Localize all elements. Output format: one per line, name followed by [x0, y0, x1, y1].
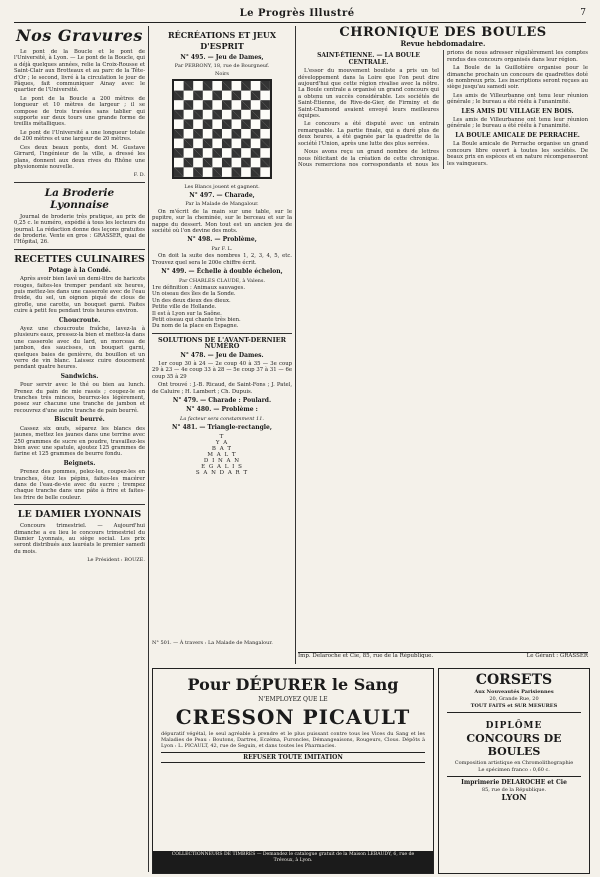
- nos-gravures-title: Nos Gravures: [16, 26, 143, 45]
- chronique-paragraph: La Boule amicale de Perrache organise un grand concours libre ouvert à toutes les sociétés. De beaux prix en espèces et en nature récompenseront les vainqueurs.: [447, 141, 588, 167]
- puzzle-499-item: Un oiseau des îles de la Sonde.: [152, 291, 236, 298]
- puzzle-495-title: N° 495. — Jeu de Dames,: [180, 54, 264, 61]
- puzzle-499-item: Il est à Lyon sur la Saône.: [152, 310, 222, 317]
- solution-479: N° 479. — Charade : Poulard.: [172, 397, 272, 404]
- solution-480: N° 480. — Problème :: [186, 406, 258, 414]
- chronique-subtitle: Revue hebdomadaire.: [400, 39, 486, 48]
- separator: [14, 504, 145, 505]
- puzzle-499-item: Petit oiseau qui chante très bien.: [152, 316, 241, 323]
- nos-gravures-paragraph: Ces deux beaux ponts, dont M. Gustave Girrard, l'ingénieur de la ville, a dressé les plans, donnent aux deux rives du Rhône une physionomie nouvelle.: [14, 144, 145, 170]
- column-2: [152, 26, 292, 666]
- recettes-title: RECETTES CULINAIRES: [14, 253, 145, 265]
- triangle-row: E G A L I S: [201, 463, 243, 470]
- broderie-text: Journal de broderie très pratique, au prix de 0,25 c. le numéro, expédié à tous les lecteurs du journal. La rédaction donne des leçons gratuites de broderie. Vente en gros : GRASSER, quai de l'Hôpital, 26.: [14, 213, 145, 246]
- diploma-frame: [447, 712, 581, 777]
- puzzle-499-item: Petite ville de Hollande.: [152, 304, 217, 311]
- solution-478-title: N° 478. — Jeu de Dames.: [180, 351, 264, 359]
- diploma-line: Le spécimen franco : 0,60 c.: [478, 767, 550, 773]
- damier-signature: Le Président : BOUZE.: [87, 557, 145, 564]
- recipe-text: Pour servir avec le thé ou bien au lunch. Prenez du pain de mie rassis ; coupez-le en tranches très minces, beurrez-les légèrement, posez sur chacune une tranche de jambon et recouvrez d'une autre tranche de pain beurré.: [14, 382, 145, 414]
- solution-480-answer: La facteur sera constamment 11.: [180, 415, 264, 422]
- diploma-line: Composition artistique en Chromolithographie: [454, 760, 574, 766]
- corsets-ad: [438, 668, 590, 874]
- chronique-columns: [298, 50, 588, 168]
- broderie-title: La Broderie Lyonnaise: [44, 186, 115, 211]
- nos-gravures-signature: F. D.: [133, 172, 145, 179]
- column-3: [298, 26, 588, 650]
- triangle-row: T: [219, 433, 225, 440]
- nos-gravures-paragraph: Le pont de la Boucle a 200 mètres de longueur et 10 mètres de largeur ; il se compose de trois travées sans tablier qui supporte sur deux tours une grande forme de treillis métalliques.: [14, 95, 145, 128]
- recipe-text: Après avoir bien lavé un demi-litre de haricots rouges, faites-les tremper pendant six heures, puis mettez-les dans une casserole avec de l'eau froide, du sel, un oignon piqué de clous de girofle, une carotte, un bouquet garni. Faites cuire à petit feu pendant trois heures environ.: [14, 276, 145, 315]
- ad-subline: N'EMPLOYEZ QUE LE: [258, 696, 328, 703]
- ad-headline: Pour DÉPURER le Sang: [187, 675, 399, 694]
- damier-text: Concours trimestriel. — Aujourd'hui dimanche a eu lieu le concours trimestriel du Damier Lyonnais, au siège social. Les prix seront distribués aux lauréats le premier samedi du mois.: [14, 523, 145, 555]
- puzzle-498-author: Par F. L.: [211, 245, 233, 252]
- separator: [14, 249, 145, 250]
- chronique-paragraph: Nous avons reçu un grand nombre de lettres nous félicitant de la création de cette chronique. Nous remercions nos correspondants et nous les prions de nous adresser régulièrement les comptes rendus des concours organisés dans leur région.: [298, 50, 588, 168]
- puzzle-495-author: Par PERRONY, 18, rue de Bourgneuf.: [174, 63, 270, 70]
- column-2-bottom: [152, 640, 292, 664]
- puzzle-499-title: N° 499. — Échelle à double échelon,: [161, 268, 283, 276]
- triangle-puzzle: [152, 434, 292, 476]
- column-rule-2: [295, 26, 296, 664]
- puzzle-497-text: On m'écrit de la main sur une table, sur le pupitre, sur la cheminée, sur le berceau et sur la nappe du dessert. Mon tout est un ancien jeu de société où l'on devine des mots.: [152, 208, 292, 235]
- page-number: 7: [580, 8, 586, 18]
- puzzle-499-item: Du nom de la place en Espagne.: [152, 323, 239, 330]
- imprimerie-name: Imprimerie DELAROCHE et Cie: [461, 779, 567, 786]
- recipe-title: Biscuit beurré.: [54, 416, 105, 424]
- chronique-title: CHRONIQUE DES BOULES: [339, 26, 547, 40]
- chronique-paragraph: Les amis de Villeurbanne ont tenu leur réunion générale ; le bureau a été réélu à l'unanimité.: [447, 117, 588, 130]
- column-3-footer: [298, 652, 588, 665]
- solution-478-solvers: Ont trouvé : J.-B. Ricaud, de Saint-Fons ; J. Patel, de Caluire ; H. Lambert ; Ch. Dupuis.: [152, 382, 292, 395]
- puzzle-498-title: N° 498. — Problème,: [187, 236, 257, 244]
- concours-title: CONCOURS DE BOULES: [466, 732, 562, 758]
- column-1: [14, 26, 145, 872]
- imprimerie-city: LYON: [501, 792, 527, 802]
- nos-gravures-paragraph: Le pont de la Boucle et le pont de l'Université, à Lyon. — Le pont de la Boucle, qui a déjà quelques années, relie la Croix-Rousse et Saint-Clair aux Brotteaux et au parc de la Tête-d'Or ; le second, livré à la circulation le jour de Pâques, fait communiquer Ainay avec le quartier de l'Université.: [14, 49, 145, 94]
- puzzle-499-item: Un des deux dieux des dieux.: [152, 297, 231, 304]
- recipe-title: Sandwichs.: [60, 372, 99, 380]
- newspaper-title: Le Progrès Illustré: [239, 7, 355, 19]
- triangle-row: Y A: [215, 439, 229, 446]
- separator: [152, 333, 292, 334]
- chronique-paragraph: Les amis de Villeurbanne ont tenu leur réunion générale ; le bureau a été réélu à l'unanimité.: [447, 92, 588, 106]
- imprimerie-address: 85, rue de la République.: [481, 787, 547, 793]
- corsets-title: CORSETS: [475, 672, 553, 688]
- recipe-title: Potage à la Condé.: [48, 266, 111, 274]
- recipe-text: Prenez des pommes, pelez-les, coupez-les en tranches, ôtez les pépins, faites-les macérer dans de l'eau-de-vie avec du sucre ; trempez chaque tranche dans une pâte à frire et faites-les frire de belle couleur.: [14, 469, 145, 501]
- damier-title: LE DAMIER LYONNAIS: [17, 509, 142, 521]
- triangle-row: B A T: [211, 445, 233, 452]
- diploma-title: DIPLÔME: [485, 721, 543, 731]
- ad-warning: REFUSER TOUTE IMITATION: [161, 752, 425, 763]
- recipe-text: Ayez une choucroute fraîche, lavez-la à plusieurs eaux, pressez-la bien et mettez-la dans une casserole avec du lard, un morceau de jambon, des saucisses, un bouquet garni, quelques baies de genièvre, du bouillon et un verre de vin blanc. Laissez cuire doucement pendant quatre heures.: [14, 326, 145, 371]
- recipe-text: Cassez six œufs, séparez les blancs des jaunes, mettez les jaunes dans une terrine avec 250 grammes de sucre en poudre, travaillez-les bien avec une spatule, ajoutez 125 grammes de farine et 125 grammes de beurre fondu.: [14, 425, 145, 458]
- puzzle-497-title: N° 497. — Charade,: [189, 192, 255, 200]
- printer-line: Imp. Delaroche et Cie, 85, rue de la République.: [298, 653, 434, 659]
- puzzle-497-author: Par la Malade de Mangalour.: [185, 201, 259, 208]
- cresson-picault-ad: [152, 668, 434, 874]
- puzzle-498-text: On doit la suite des nombres 1, 2, 3, 4, 5, etc. Trouvez quel sera le 200e chiffre écrit.: [152, 253, 292, 266]
- triangle-row: D I N A N: [203, 457, 241, 464]
- section-title: SAINT-ÉTIENNE. — LA BOULE CENTRALE.: [317, 52, 420, 66]
- corsets-line: Aux Nouveautés Parisiennes: [474, 689, 554, 695]
- chronique-paragraph: La Boule de la Guillotière organise pour le dimanche prochain un concours de quadrettes doté de nombreux prix. Les inscriptions seront reçues au siège jusqu'au samedi soir.: [447, 65, 588, 91]
- section-title: LES AMIS DU VILLAGE EN BOIS.: [461, 107, 574, 115]
- recipe-title: Choucroute.: [58, 316, 101, 324]
- triangle-row: S A N D A R T: [195, 469, 249, 476]
- puzzle-499-author: Par CHARLES CLAUDE, à Valens.: [178, 277, 266, 284]
- solution-478-moves: 1er coup 30 à 24 — 2e coup 40 à 35 — 3e coup 29 à 23 — 4e coup 33 à 28 — 5e coup 37 à 31 — 6e coup 35 à 29: [152, 360, 292, 380]
- chronique-paragraph: L'essor du mouvement bouliste a pris un tel développement dans la Loire que l'on peut dire aujourd'hui que cette région rivalise avec la nôtre. La Boule centrale a organisé un grand concours qui a obtenu un succès considérable. Les sociétés de Saint-Étienne, de Rive-de-Gier, de Firminy et de Saint-Chamond avaient envoyé leurs meilleures équipes.: [298, 68, 439, 120]
- gerant-line: Le Gérant : GRASSER: [526, 653, 588, 659]
- recreations-title: RÉCRÉATIONS ET JEUX D'ESPRIT: [167, 30, 277, 51]
- section-title: LA BOULE AMICALE DE PERRACHE.: [455, 131, 580, 139]
- checkers-board: [172, 79, 272, 179]
- board-caption: Les Blancs jouent et gagnent.: [184, 183, 260, 190]
- corsets-line: TOUT FAITS et SUR MESURES: [470, 703, 558, 709]
- recipe-title: Beignets.: [63, 459, 96, 467]
- checkers-board-wrap: [152, 79, 292, 181]
- ad-footer-banner: COLLECTIONNEURS DE TIMBRES — Demandez le catalogue gratuit de la Maison LEBAUDY, 6, rue de Trévoux, à Lyon.: [153, 851, 433, 873]
- separator: [14, 182, 145, 183]
- solutions-title: SOLUTIONS DE L'AVANT-DERNIER NUMÉRO: [158, 335, 286, 351]
- triangle-row: M A L T: [207, 451, 237, 458]
- board-top-label: Noirs: [215, 70, 229, 77]
- solution-481: N° 481. — Triangle-rectangle,: [172, 424, 272, 432]
- page-header: [14, 4, 586, 23]
- puzzle-499-item: 1re définition : Animaux sauvages.: [152, 284, 246, 291]
- nos-gravures-paragraph: Le pont de l'Université a une longueur totale de 200 mètres et une largeur de 20 mètres.: [14, 129, 145, 143]
- chronique-paragraph: Le concours a été disputé avec un entrain remarquable. La partie finale, qui a duré plus de deux heures, a été gagnée par la quadrette de la société l'Union, après une lutte des plus serrées.: [298, 121, 439, 147]
- corsets-line: 20, Grande Rue, 20: [489, 696, 539, 702]
- ad-brand: CRESSON PICAULT: [175, 705, 411, 729]
- column-rule-1: [148, 26, 149, 872]
- ad-body: dépuratif végétal, le seul agréable à prendre et le plus puissant contre tous les Vices du Sang et les Maladies de Peau : Boutons, Dartres, Eczéma, Furoncles, Démangeaisons, Rougeurs, Clous. Dépôts à Lyon : L. PICAULT, 42, rue de Seguin, et dans toutes les Pharmacies.: [161, 731, 425, 749]
- puzzle-501: N° 501. — À travers : La Malade de Mangalour.: [152, 640, 273, 646]
